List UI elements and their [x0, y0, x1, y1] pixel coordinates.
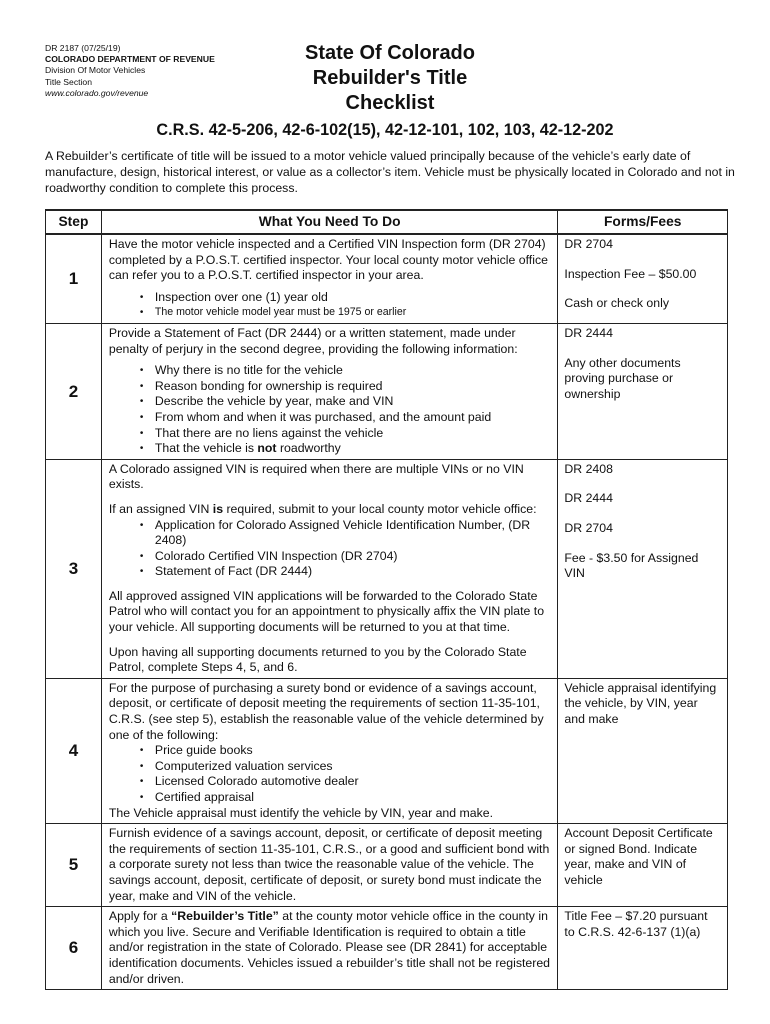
step-forms-fees: [558, 323, 728, 459]
title-line-3: Checklist: [345, 92, 435, 114]
step-text: For the purpose of purchasing a surety bond or evidence of a savings account, deposit, or certificate of deposit meeting the requirements of section 11-35-101, C.R.S. (see step 5), establish the reasonable value of the vehicle determined by one of the following:: [108, 680, 544, 742]
step-text: All approved assigned VIN applications will be forwarded to the Colorado State Patrol who will contact you for an appointment to physically affix the VIN plate to your vehicle. All supporting documents will be returned to you at that time.: [108, 588, 545, 635]
step-text: Provide a Statement of Fact (DR 2444) or a written statement, made under penalty of perjury in the second degree, providing the following information:: [108, 325, 518, 356]
step-forms-fees: [558, 824, 728, 907]
step-instructions: [101, 824, 558, 907]
step-instructions: [101, 907, 558, 990]
section-name: Title Section: [45, 76, 92, 87]
list-item: • Inspection over one (1) year old: [155, 290, 552, 306]
list-item: • Why there is no title for the vehicle: [155, 363, 552, 379]
title-line-2: Rebuilder's Title: [312, 67, 468, 89]
step-text: A Colorado assigned VIN is required when there are multiple VINs or no VIN exists.: [108, 461, 524, 492]
step-number: 5: [46, 824, 102, 907]
table-row-step-1: [46, 234, 728, 323]
list-item: • Application for Colorado Assigned Vehicle Identification Number, (DR 2408): [155, 518, 552, 549]
title-line-1: State Of Colorado: [304, 42, 475, 64]
fee-item: DR 2704: [564, 520, 613, 535]
step-text: Apply for a “Rebuilder’s Title” at the county motor vehicle office in the county in which you live. Secure and Verifiable Identification is required to obtain a title and/or registration in the state of Colorado. Please see (DR 2841) for acceptable identification documents. Vehicles issued a rebuilder’s title shall not be registered and/or driven.: [108, 909, 550, 986]
step-text: The Vehicle appraisal must identify the vehicle by VIN, year and make.: [108, 805, 494, 820]
list-item: • Reason bonding for ownership is required: [155, 379, 552, 395]
list-item: • Certified appraisal: [155, 790, 552, 806]
step-number: 4: [46, 678, 102, 823]
fee-item: DR 2444: [564, 491, 613, 506]
form-header: [45, 43, 215, 99]
fee-item: Inspection Fee – $50.00: [564, 266, 697, 281]
fee-item: DR 2444: [564, 325, 613, 340]
table-row-step-5: [46, 824, 728, 907]
list-item: • That there are no liens against the vehicle: [155, 426, 552, 442]
step-number: 6: [46, 907, 102, 990]
step-text: If an assigned VIN is required, submit to your local county motor vehicle office:: [108, 501, 537, 516]
table-row-step-3: [46, 459, 728, 678]
list-item: • Colorado Certified VIN Inspection (DR 2704): [155, 549, 552, 565]
step-text: Furnish evidence of a savings account, deposit, or certificate of deposit meeting the requirements of section 11-35-101, C.R.S., or a good and sufficient bond with a corporate surety not less than twice the reasonable value of the vehicle. The savings account, deposit, certificate of deposit, or surety bond must indicate the year, make and VIN of the vehicle.: [108, 826, 550, 903]
website-link[interactable]: www.colorado.gov/revenue: [45, 87, 149, 98]
table-header-row: [46, 210, 728, 234]
step-instructions: [101, 323, 558, 459]
division-name: Division Of Motor Vehicles: [45, 65, 146, 76]
header-fees: Forms/Fees: [558, 210, 728, 234]
step-instructions: [101, 234, 558, 323]
department-name: COLORADO DEPARTMENT OF REVENUE: [45, 54, 215, 65]
form-number: DR 2187 (07/25/19): [45, 43, 121, 53]
intro-paragraph: A Rebuilder’s certificate of title will be issued to a motor vehicle valued principally because of the vehicle’s early date of manufacture, design, historical interest, or value as a collector’s item. Vehicle must be physically located in Colorado and not in roadworthy condition to complete this process.: [45, 149, 735, 195]
step-instructions: [101, 459, 558, 678]
fee-item: Cash or check only: [564, 296, 669, 311]
step-forms-fees: [558, 907, 728, 990]
header-todo: What You Need To Do: [101, 210, 558, 234]
fee-item: Title Fee – $7.20 pursuant to C.R.S. 42-6-137 (1)(a): [564, 909, 708, 939]
fee-item: Account Deposit Certificate or signed Bond. Indicate year, make and VIN of vehicle: [564, 826, 713, 887]
list-item: • The motor vehicle model year must be 1975 or earlier: [155, 305, 552, 321]
table-row-step-4: [46, 678, 728, 823]
table-row-step-6: [46, 907, 728, 990]
table-row-step-2: [46, 323, 728, 459]
step-number: 3: [46, 459, 102, 678]
fee-item: DR 2704: [564, 237, 613, 251]
step-forms-fees: [558, 459, 728, 678]
list-item: • That the vehicle is not roadworthy: [155, 441, 552, 457]
fee-item: DR 2408: [564, 461, 613, 476]
step-number: 2: [46, 323, 102, 459]
fee-item: Vehicle appraisal identifying the vehicle, by VIN, year and make: [564, 680, 717, 727]
header-step: Step: [46, 210, 102, 234]
statute-references: C.R.S. 42-5-206, 42-6-102(15), 42-12-101, 102, 103, 42-12-202: [156, 121, 614, 139]
step-forms-fees: [558, 234, 728, 323]
list-item: • Computerized valuation services: [155, 759, 552, 775]
step-forms-fees: [558, 678, 728, 823]
step-text: Have the motor vehicle inspected and a Certified VIN Inspection form (DR 2704) completed by a P.O.S.T. certified inspector. Your local county motor vehicle office can refer you to a P.O.S.T. certified inspector in your area.: [108, 237, 548, 283]
step-text: Upon having all supporting documents returned to you by the Colorado State Patrol, complete Steps 4, 5, and 6.: [108, 644, 527, 675]
list-item: • From whom and when it was purchased, and the amount paid: [155, 410, 552, 426]
list-item: • Price guide books: [155, 743, 552, 759]
fee-item: Fee - $3.50 for Assigned VIN: [564, 550, 699, 581]
step-number: 1: [46, 234, 102, 323]
fee-item: Any other documents proving purchase or ownership: [564, 355, 681, 401]
step-instructions: [101, 678, 558, 823]
list-item: • Describe the vehicle by year, make and VIN: [155, 394, 552, 410]
list-item: • Licensed Colorado automotive dealer: [155, 774, 552, 790]
list-item: • Statement of Fact (DR 2444): [155, 564, 552, 580]
page-title: [255, 41, 525, 116]
checklist-table: [45, 209, 728, 990]
